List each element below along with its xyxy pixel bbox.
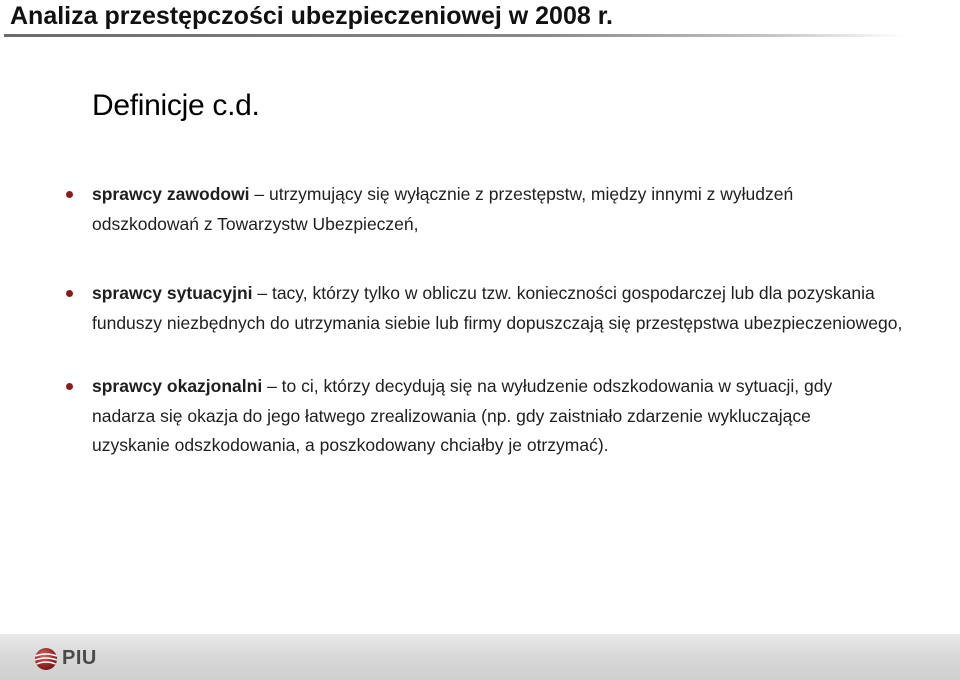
list-item (92, 279, 912, 338)
title-underline (4, 34, 904, 37)
piu-globe-logo-icon (34, 647, 58, 671)
slide-header (0, 0, 960, 48)
logo-text: PIU (62, 647, 97, 669)
definition-term: sprawcy okazjonalni (92, 376, 263, 396)
definition-text: – to ci, którzy decydują się na wyłudzenie odszkodowania w sytuacji, gdy nadarza się okazja do jego łatwego zrealizowania (np. gdy zaistniało zdarzenie wykluczające uzyskanie odszkodowania, a poszkodowany chciałby je otrzymać). (92, 376, 833, 455)
definition-text: – tacy, którzy tylko w obliczu tzw. konieczności gospodarczej lub dla pozyskania funduszy niezbędnych do utrzymania siebie lub firmy dopuszczają się przestępstwa ubezpieczeniowego, (92, 283, 903, 333)
definition-text: – utrzymujący się wyłącznie z przestępstw, między innymi z wyłudzeń odszkodowań z Towarzystw Ubezpieczeń, (92, 184, 794, 234)
piu-logo (34, 644, 134, 672)
bullet-icon (66, 191, 73, 198)
bullet-icon (66, 383, 73, 390)
list-item (92, 372, 882, 461)
slide-title: Analiza przestępczości ubezpieczeniowej w 2008 r. (10, 2, 614, 30)
bullet-icon (66, 290, 73, 297)
section-heading: Definicje c.d. (92, 89, 260, 122)
footer-bar (0, 634, 960, 680)
list-item (92, 180, 882, 239)
definition-term: sprawcy zawodowi (92, 184, 250, 204)
definition-term: sprawcy sytuacyjni (92, 283, 253, 303)
